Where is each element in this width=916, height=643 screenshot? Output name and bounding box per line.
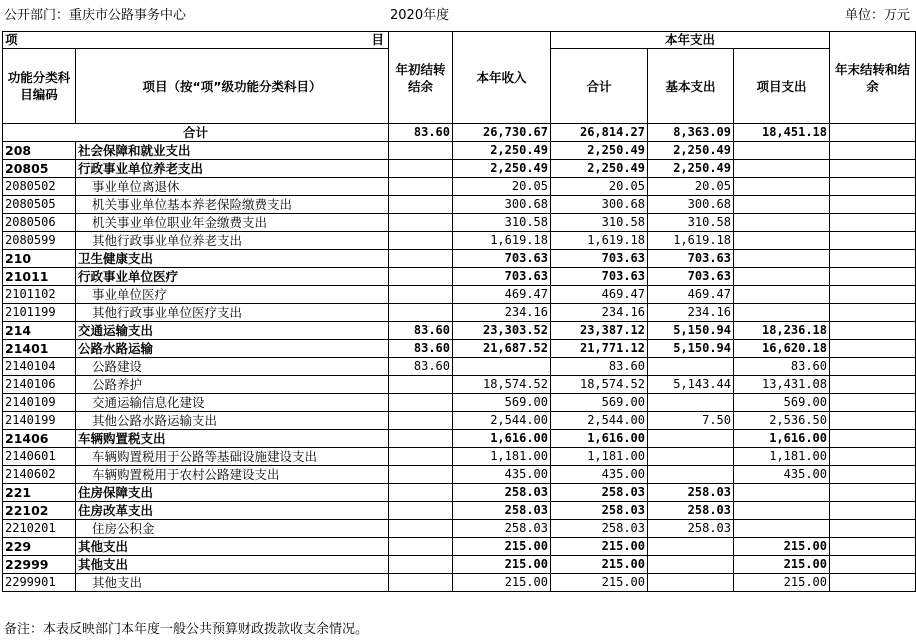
cell-basic (648, 538, 734, 556)
table-row (3, 340, 916, 358)
unit-label: 单位：万元 (844, 8, 910, 23)
cell-closing (830, 286, 916, 304)
header-income: 本年收入 (453, 32, 551, 124)
cell-total: 1,619.18 (551, 232, 648, 250)
cell-basic (648, 394, 734, 412)
cell-total: 21,771.12 (551, 340, 648, 358)
subject-name-text: 公路建设 (92, 359, 143, 374)
cell-project: 83.60 (734, 358, 830, 376)
cell-project: 215.00 (734, 574, 830, 592)
subject-name-text: 其他行政事业单位医疗支出 (92, 305, 243, 320)
footnote: 备注：本表反映部门本年度一般公共预算财政拨款收支余情况。 (4, 622, 369, 637)
subject-code: 210 (3, 250, 76, 268)
cell-income: 215.00 (453, 538, 551, 556)
subject-name: 社会保障和就业支出 (76, 142, 389, 160)
cell-income: 18,574.52 (453, 376, 551, 394)
year-label: 2020年度 (390, 8, 450, 23)
cell-income: 300.68 (453, 196, 551, 214)
cell-income: 26,730.67 (453, 124, 551, 142)
table-row (3, 178, 916, 196)
cell-opening (389, 232, 453, 250)
table-row (3, 448, 916, 466)
cell-project: 215.00 (734, 556, 830, 574)
subject-name (76, 520, 389, 538)
budget-table (2, 31, 916, 592)
subject-name: 卫生健康支出 (76, 250, 389, 268)
cell-project (734, 196, 830, 214)
cell-opening (389, 502, 453, 520)
cell-opening (389, 178, 453, 196)
cell-total: 2,250.49 (551, 160, 648, 178)
subject-name: 其他支出 (76, 538, 389, 556)
cell-total: 1,181.00 (551, 448, 648, 466)
cell-total: 2,544.00 (551, 412, 648, 430)
cell-total: 23,387.12 (551, 322, 648, 340)
table-row (3, 268, 916, 286)
cell-income: 258.03 (453, 484, 551, 502)
cell-total: 703.63 (551, 250, 648, 268)
cell-closing (830, 250, 916, 268)
cell-opening (389, 250, 453, 268)
cell-project: 1,181.00 (734, 448, 830, 466)
cell-opening: 83.60 (389, 340, 453, 358)
subject-code: 2080502 (3, 178, 76, 196)
cell-closing (830, 574, 916, 592)
cell-project: 18,451.18 (734, 124, 830, 142)
cell-project: 18,236.18 (734, 322, 830, 340)
subject-code: 2080505 (3, 196, 76, 214)
cell-closing (830, 466, 916, 484)
table-row (3, 160, 916, 178)
cell-total: 2,250.49 (551, 142, 648, 160)
table-row (3, 520, 916, 538)
cell-project (734, 178, 830, 196)
subject-name (76, 466, 389, 484)
subject-code: 2140109 (3, 394, 76, 412)
cell-income: 21,687.52 (453, 340, 551, 358)
subject-name (76, 448, 389, 466)
subject-name: 车辆购置税支出 (76, 430, 389, 448)
cell-project (734, 484, 830, 502)
cell-project (734, 268, 830, 286)
table-row (3, 214, 916, 232)
cell-closing (830, 160, 916, 178)
cell-opening: 83.60 (389, 124, 453, 142)
header-closing: 年末结转和结余 (830, 32, 916, 124)
subject-name (76, 574, 389, 592)
subject-name: 其他支出 (76, 556, 389, 574)
cell-basic: 469.47 (648, 286, 734, 304)
cell-income: 234.16 (453, 304, 551, 322)
subject-name: 公路水路运输 (76, 340, 389, 358)
cell-project: 16,620.18 (734, 340, 830, 358)
table-row (3, 484, 916, 502)
subject-code: 2140104 (3, 358, 76, 376)
cell-closing (830, 124, 916, 142)
cell-opening: 83.60 (389, 358, 453, 376)
cell-basic (648, 430, 734, 448)
cell-basic: 300.68 (648, 196, 734, 214)
cell-basic: 5,143.44 (648, 376, 734, 394)
cell-closing (830, 358, 916, 376)
cell-income: 1,619.18 (453, 232, 551, 250)
header-xiangmu (3, 32, 389, 49)
cell-total: 215.00 (551, 538, 648, 556)
subject-name-text: 事业单位医疗 (92, 287, 168, 302)
cell-closing (830, 430, 916, 448)
cell-opening (389, 520, 453, 538)
cell-total: 703.63 (551, 268, 648, 286)
subject-code: 20805 (3, 160, 76, 178)
cell-closing (830, 340, 916, 358)
cell-total: 1,616.00 (551, 430, 648, 448)
table-row (3, 232, 916, 250)
subject-name (76, 358, 389, 376)
cell-basic: 1,619.18 (648, 232, 734, 250)
cell-closing (830, 556, 916, 574)
subject-name (76, 232, 389, 250)
table-row (3, 124, 916, 142)
cell-basic: 7.50 (648, 412, 734, 430)
table-row (3, 142, 916, 160)
header-xiang: 项 (5, 32, 18, 47)
cell-total: 20.05 (551, 178, 648, 196)
cell-closing (830, 484, 916, 502)
table-row (3, 502, 916, 520)
cell-project: 2,536.50 (734, 412, 830, 430)
cell-basic: 5,150.94 (648, 340, 734, 358)
cell-project (734, 232, 830, 250)
cell-closing (830, 412, 916, 430)
header-mu: 目 (371, 32, 384, 47)
subject-code: 229 (3, 538, 76, 556)
cell-basic: 258.03 (648, 520, 734, 538)
cell-closing (830, 214, 916, 232)
cell-closing (830, 376, 916, 394)
cell-closing (830, 142, 916, 160)
subject-name (76, 304, 389, 322)
header-project: 项目支出 (734, 49, 830, 124)
subject-code: 2299901 (3, 574, 76, 592)
cell-total: 258.03 (551, 502, 648, 520)
cell-opening (389, 430, 453, 448)
subject-code: 2140601 (3, 448, 76, 466)
table-row (3, 322, 916, 340)
cell-total: 26,814.27 (551, 124, 648, 142)
cell-basic: 2,250.49 (648, 160, 734, 178)
cell-basic: 20.05 (648, 178, 734, 196)
table-row (3, 304, 916, 322)
subject-code: 208 (3, 142, 76, 160)
cell-opening (389, 268, 453, 286)
cell-basic (648, 466, 734, 484)
cell-income: 310.58 (453, 214, 551, 232)
cell-opening (389, 376, 453, 394)
cell-income: 569.00 (453, 394, 551, 412)
cell-income: 258.03 (453, 502, 551, 520)
subject-code: 2080599 (3, 232, 76, 250)
cell-total: 18,574.52 (551, 376, 648, 394)
cell-total: 258.03 (551, 520, 648, 538)
cell-total: 83.60 (551, 358, 648, 376)
table-header (3, 32, 916, 124)
cell-project: 569.00 (734, 394, 830, 412)
cell-opening (389, 286, 453, 304)
cell-opening (389, 448, 453, 466)
cell-income: 215.00 (453, 556, 551, 574)
cell-closing (830, 268, 916, 286)
cell-closing (830, 502, 916, 520)
cell-project (734, 160, 830, 178)
header-basic: 基本支出 (648, 49, 734, 124)
subject-code: 2210201 (3, 520, 76, 538)
cell-opening (389, 466, 453, 484)
subject-name: 交通运输支出 (76, 322, 389, 340)
header-total: 合计 (551, 49, 648, 124)
cell-basic: 703.63 (648, 268, 734, 286)
cell-closing (830, 304, 916, 322)
total-label: 合计 (3, 124, 389, 142)
cell-basic: 703.63 (648, 250, 734, 268)
subject-code: 21401 (3, 340, 76, 358)
cell-total: 435.00 (551, 466, 648, 484)
cell-project (734, 214, 830, 232)
cell-project (734, 520, 830, 538)
cell-basic: 2,250.49 (648, 142, 734, 160)
cell-closing (830, 322, 916, 340)
cell-income: 469.47 (453, 286, 551, 304)
subject-name (76, 394, 389, 412)
cell-opening (389, 538, 453, 556)
cell-closing (830, 448, 916, 466)
subject-name-text: 其他行政事业单位养老支出 (92, 233, 243, 248)
cell-project: 1,616.00 (734, 430, 830, 448)
cell-closing (830, 394, 916, 412)
cell-opening (389, 196, 453, 214)
cell-income: 435.00 (453, 466, 551, 484)
cell-opening (389, 214, 453, 232)
subject-code: 21011 (3, 268, 76, 286)
table-row (3, 466, 916, 484)
cell-opening (389, 556, 453, 574)
subject-name: 行政事业单位养老支出 (76, 160, 389, 178)
subject-code: 22102 (3, 502, 76, 520)
subject-name: 住房改革支出 (76, 502, 389, 520)
cell-project: 13,431.08 (734, 376, 830, 394)
cell-total: 215.00 (551, 556, 648, 574)
department-label: 公开部门：重庆市公路事务中心 (4, 8, 187, 23)
header-expense-group: 本年支出 (551, 32, 830, 49)
header-code: 功能分类科目编码 (3, 49, 76, 124)
cell-opening (389, 484, 453, 502)
subject-name (76, 412, 389, 430)
cell-basic: 8,363.09 (648, 124, 734, 142)
subject-name-text: 机关事业单位基本养老保险缴费支出 (92, 197, 293, 212)
cell-project (734, 286, 830, 304)
cell-basic (648, 448, 734, 466)
subject-code: 2140106 (3, 376, 76, 394)
table-row (3, 376, 916, 394)
cell-income: 2,544.00 (453, 412, 551, 430)
cell-project (734, 250, 830, 268)
cell-project: 215.00 (734, 538, 830, 556)
table-row (3, 286, 916, 304)
subject-code: 214 (3, 322, 76, 340)
subject-code: 2140199 (3, 412, 76, 430)
subject-name-text: 机关事业单位职业年金缴费支出 (92, 215, 268, 230)
cell-closing (830, 538, 916, 556)
table-row (3, 394, 916, 412)
cell-closing (830, 232, 916, 250)
cell-project (734, 142, 830, 160)
cell-total: 569.00 (551, 394, 648, 412)
cell-opening (389, 142, 453, 160)
cell-project: 435.00 (734, 466, 830, 484)
table-row (3, 196, 916, 214)
cell-basic: 258.03 (648, 502, 734, 520)
cell-income: 1,616.00 (453, 430, 551, 448)
subject-code: 21406 (3, 430, 76, 448)
cell-basic: 234.16 (648, 304, 734, 322)
subject-code: 2101102 (3, 286, 76, 304)
cell-opening: 83.60 (389, 322, 453, 340)
cell-basic (648, 358, 734, 376)
subject-name (76, 286, 389, 304)
cell-total: 469.47 (551, 286, 648, 304)
cell-total: 310.58 (551, 214, 648, 232)
subject-code: 2140602 (3, 466, 76, 484)
subject-name-text: 车辆购置税用于公路等基础设施建设支出 (92, 449, 318, 464)
table-row (3, 538, 916, 556)
table-row (3, 556, 916, 574)
subject-name-text: 交通运输信息化建设 (92, 395, 205, 410)
table-row (3, 250, 916, 268)
subject-name-text: 事业单位离退休 (92, 179, 180, 194)
cell-opening (389, 160, 453, 178)
subject-name-text: 住房公积金 (92, 521, 155, 536)
subject-name: 行政事业单位医疗 (76, 268, 389, 286)
cell-total: 215.00 (551, 574, 648, 592)
cell-project (734, 304, 830, 322)
cell-income: 2,250.49 (453, 160, 551, 178)
subject-name-text: 其他公路水路运输支出 (92, 413, 218, 428)
cell-income: 2,250.49 (453, 142, 551, 160)
subject-code: 2101199 (3, 304, 76, 322)
cell-income: 258.03 (453, 520, 551, 538)
cell-basic (648, 574, 734, 592)
cell-basic: 310.58 (648, 214, 734, 232)
subject-code: 22999 (3, 556, 76, 574)
cell-opening (389, 394, 453, 412)
cell-income: 20.05 (453, 178, 551, 196)
table-row (3, 430, 916, 448)
subject-name: 住房保障支出 (76, 484, 389, 502)
header-opening: 年初结转结余 (389, 32, 453, 124)
cell-opening (389, 304, 453, 322)
cell-income: 215.00 (453, 574, 551, 592)
table-row (3, 358, 916, 376)
subject-name-text: 公路养护 (92, 377, 143, 392)
cell-closing (830, 520, 916, 538)
cell-income: 703.63 (453, 250, 551, 268)
header-row-1 (3, 32, 916, 49)
cell-closing (830, 196, 916, 214)
table-row (3, 574, 916, 592)
cell-basic: 5,150.94 (648, 322, 734, 340)
cell-opening (389, 412, 453, 430)
subject-name (76, 376, 389, 394)
header-name: 项目（按“项”级功能分类科目） (76, 49, 389, 124)
cell-income: 703.63 (453, 268, 551, 286)
subject-name (76, 196, 389, 214)
cell-opening (389, 574, 453, 592)
cell-basic (648, 556, 734, 574)
cell-basic: 258.03 (648, 484, 734, 502)
subject-name (76, 214, 389, 232)
cell-total: 234.16 (551, 304, 648, 322)
cell-income: 23,303.52 (453, 322, 551, 340)
subject-name-text: 车辆购置税用于农村公路建设支出 (92, 467, 280, 482)
subject-code: 221 (3, 484, 76, 502)
cell-income (453, 358, 551, 376)
table-row (3, 412, 916, 430)
cell-total: 258.03 (551, 484, 648, 502)
subject-name-text: 其他支出 (92, 575, 143, 590)
table-body (3, 124, 916, 592)
cell-closing (830, 178, 916, 196)
cell-project (734, 502, 830, 520)
cell-total: 300.68 (551, 196, 648, 214)
subject-name (76, 178, 389, 196)
cell-income: 1,181.00 (453, 448, 551, 466)
subject-code: 2080506 (3, 214, 76, 232)
